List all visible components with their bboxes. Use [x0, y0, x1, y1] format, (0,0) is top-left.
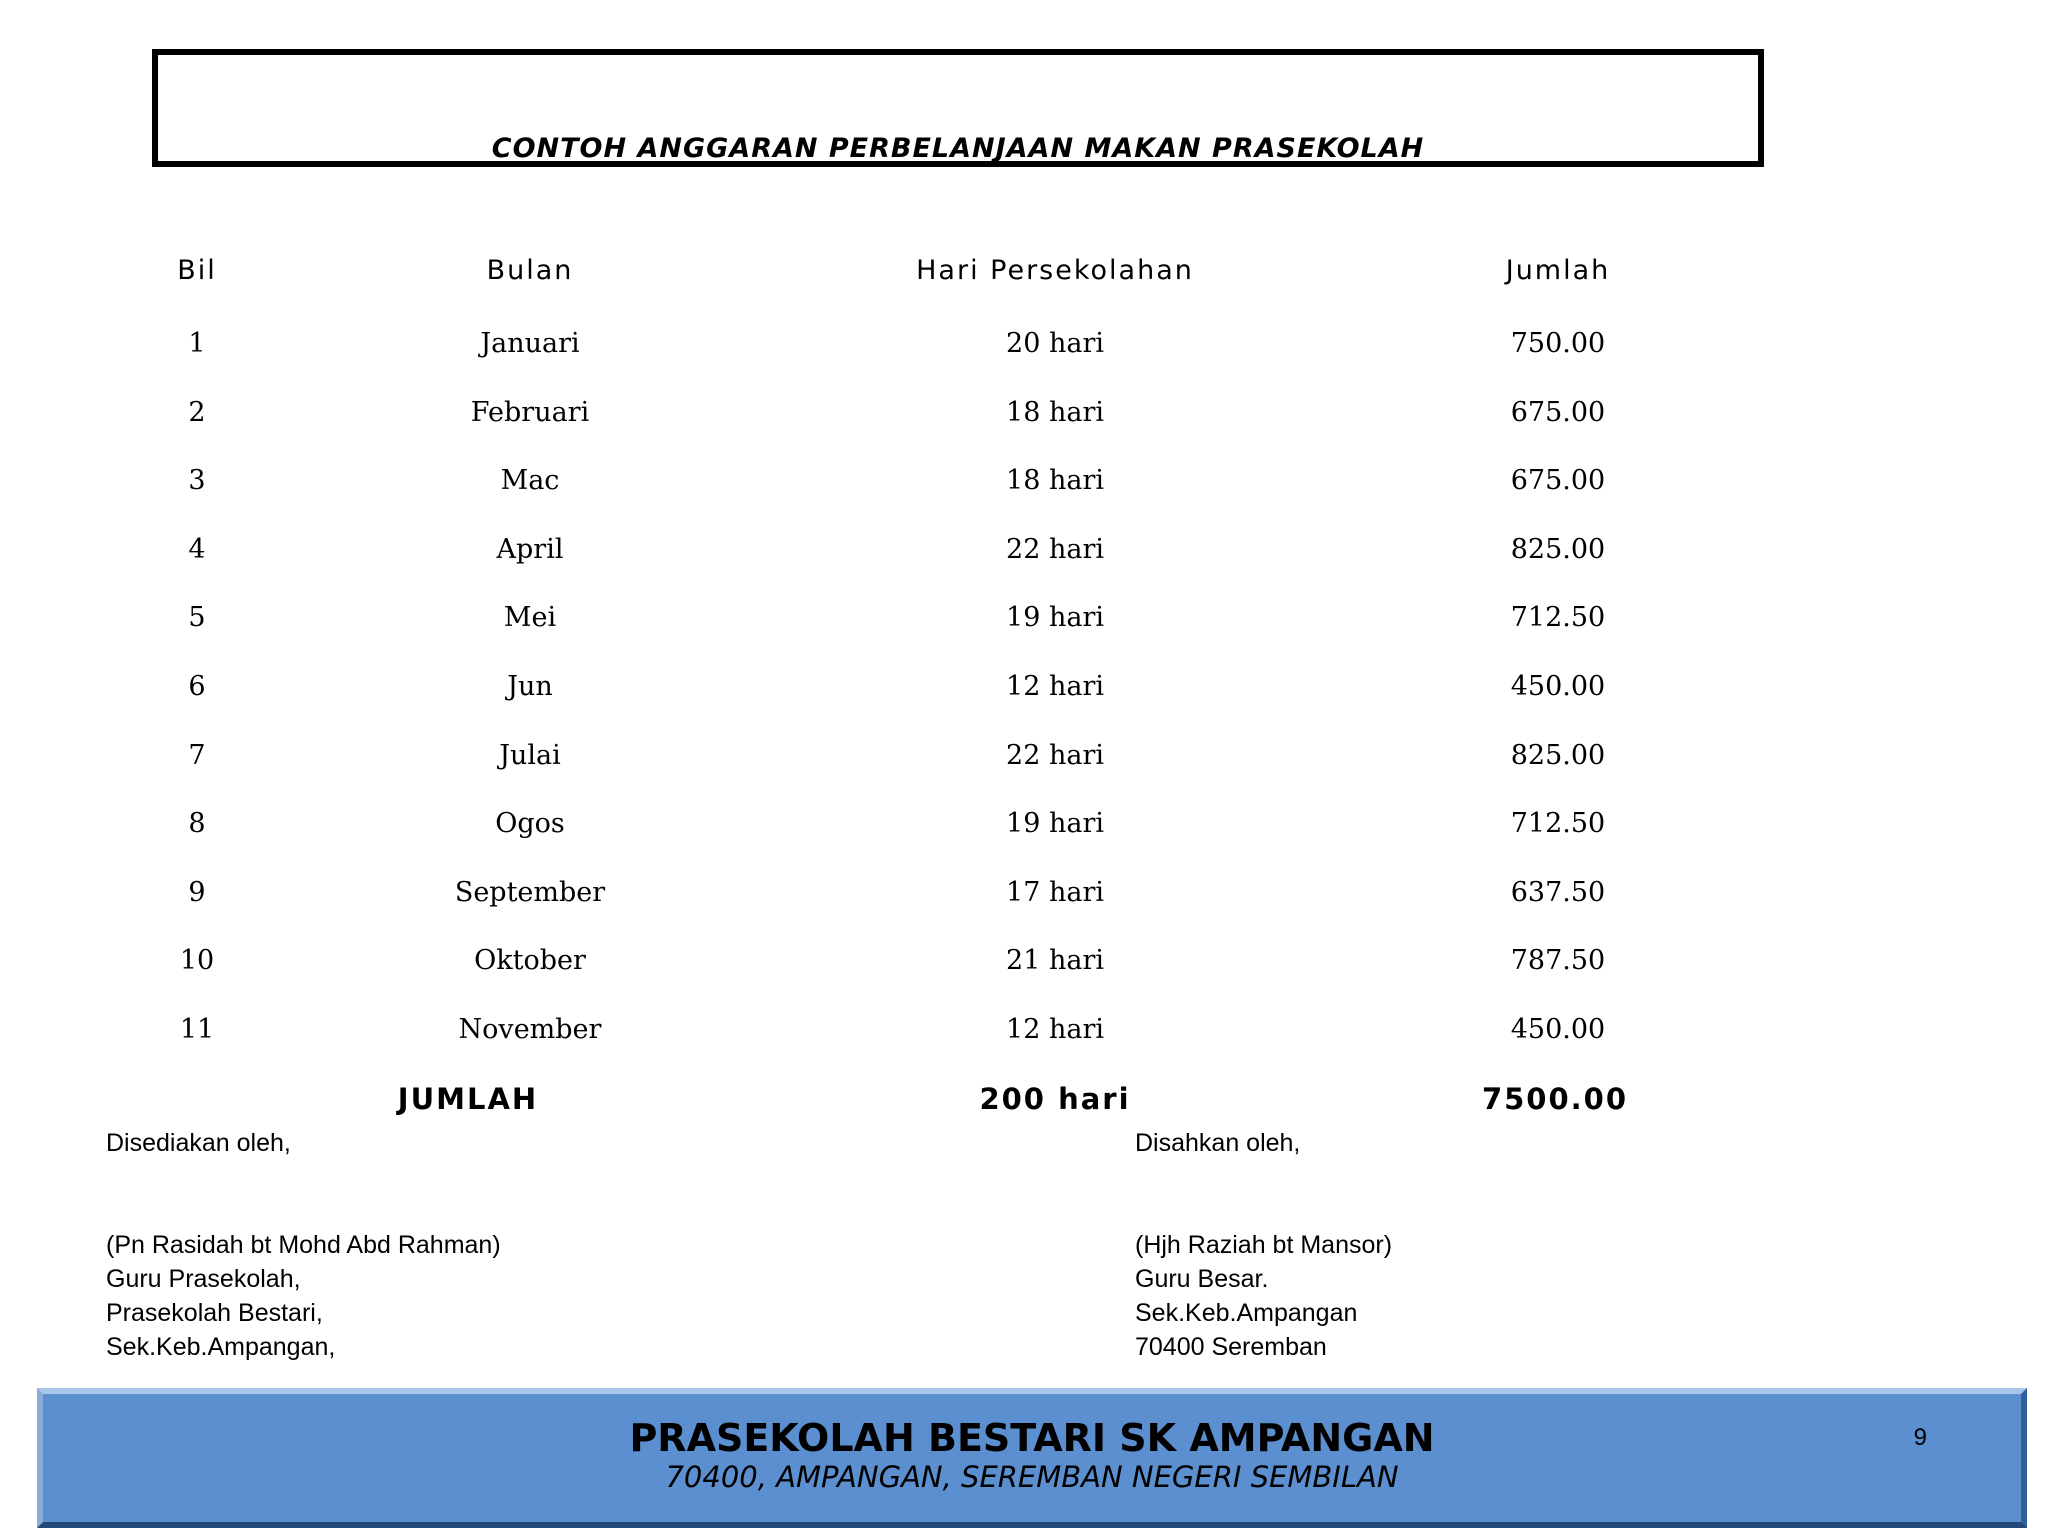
- table-cell-bulan: Januari: [480, 328, 580, 359]
- table-cell-hari: 20 hari: [1006, 328, 1104, 359]
- table-cell-bil: 4: [188, 533, 206, 565]
- table-cell-bulan: November: [458, 1014, 602, 1045]
- table-cell-bil: 9: [188, 876, 206, 908]
- page-title: CONTOH ANGGARAN PERBELANJAAN MAKAN PRASEKOLAH: [491, 133, 1425, 164]
- column-header-bulan: Bulan: [486, 255, 574, 286]
- table-cell-bil: 6: [188, 671, 206, 702]
- table-cell-bil: 5: [188, 602, 206, 634]
- table-cell-bil: 11: [179, 1014, 215, 1045]
- table-cell-jumlah: 712.50: [1510, 602, 1606, 634]
- table-cell-jumlah: 750.00: [1510, 328, 1606, 359]
- table-cell-hari: 19 hari: [1006, 602, 1104, 634]
- prepared-by-block: [106, 1228, 501, 1364]
- table-cell-jumlah: 825.00: [1510, 533, 1606, 565]
- column-header-bil: Bil: [177, 255, 217, 286]
- table-cell-hari: 22 hari: [1006, 533, 1104, 565]
- total-days: 200 hari: [979, 1082, 1131, 1116]
- prepared-by-org: Prasekolah Bestari,: [106, 1299, 323, 1327]
- table-cell-jumlah: 637.50: [1510, 876, 1606, 908]
- table-cell-bulan: Oktober: [474, 945, 586, 977]
- approved-by-label: Disahkan oleh,: [1135, 1129, 1301, 1157]
- table-cell-bulan: Februari: [470, 396, 590, 428]
- table-cell-bil: 10: [179, 945, 215, 977]
- approved-by-address: 70400 Seremban: [1135, 1333, 1327, 1361]
- table-cell-bil: 7: [188, 739, 206, 771]
- prepared-by-title: Guru Prasekolah,: [106, 1265, 301, 1293]
- table-cell-hari: 17 hari: [1006, 876, 1104, 908]
- table-cell-hari: 18 hari: [1006, 396, 1104, 428]
- approved-by-title: Guru Besar.: [1135, 1265, 1269, 1293]
- table-cell-hari: 19 hari: [1006, 808, 1104, 840]
- table-cell-bulan: April: [496, 533, 564, 565]
- table-cell-hari: 18 hari: [1006, 465, 1104, 497]
- footer-band: [37, 1388, 2027, 1528]
- title-box: [152, 49, 1764, 167]
- prepared-by-label: Disediakan oleh,: [106, 1129, 291, 1157]
- table-cell-jumlah: 675.00: [1510, 396, 1606, 428]
- table-cell-hari: 12 hari: [1006, 1014, 1104, 1045]
- table-cell-jumlah: 675.00: [1510, 465, 1606, 497]
- table-cell-bulan: Mac: [500, 465, 560, 497]
- table-cell-bulan: September: [454, 876, 606, 908]
- table-cell-bil: 2: [188, 396, 206, 428]
- table-cell-jumlah: 450.00: [1510, 671, 1606, 702]
- prepared-by-name: (Pn Rasidah bt Mohd Abd Rahman): [106, 1231, 501, 1259]
- table-cell-jumlah: 787.50: [1510, 945, 1606, 977]
- footer-subtitle: 70400, AMPANGAN, SEREMBAN NEGERI SEMBILAN: [665, 1460, 1399, 1494]
- table-cell-bulan: Jun: [507, 671, 553, 702]
- table-cell-bulan: Julai: [499, 739, 561, 771]
- approved-by-school: Sek.Keb.Ampangan: [1135, 1299, 1358, 1327]
- column-header-jumlah: Jumlah: [1505, 255, 1611, 286]
- total-label: JUMLAH: [397, 1082, 539, 1116]
- column-header-hari: Hari Persekolahan: [916, 255, 1194, 286]
- table-cell-bil: 1: [188, 328, 206, 359]
- table-cell-bulan: Mei: [503, 602, 557, 634]
- footer-title: PRASEKOLAH BESTARI SK AMPANGAN: [629, 1416, 1435, 1460]
- table-cell-hari: 21 hari: [1006, 945, 1104, 977]
- prepared-by-school: Sek.Keb.Ampangan,: [106, 1333, 336, 1361]
- approved-by-block: [1135, 1228, 1392, 1364]
- table-cell-jumlah: 825.00: [1510, 739, 1606, 771]
- table-cell-bil: 3: [188, 465, 206, 497]
- table-cell-hari: 12 hari: [1006, 671, 1104, 702]
- approved-by-name: (Hjh Raziah bt Mansor): [1135, 1231, 1393, 1259]
- total-amount: 7500.00: [1481, 1082, 1629, 1116]
- page-number: 9: [1913, 1424, 1927, 1451]
- table-cell-bulan: Ogos: [495, 808, 565, 840]
- table-cell-jumlah: 712.50: [1510, 808, 1606, 840]
- table-cell-bil: 8: [188, 808, 206, 840]
- table-cell-jumlah: 450.00: [1510, 1014, 1606, 1045]
- table-cell-hari: 22 hari: [1006, 739, 1104, 771]
